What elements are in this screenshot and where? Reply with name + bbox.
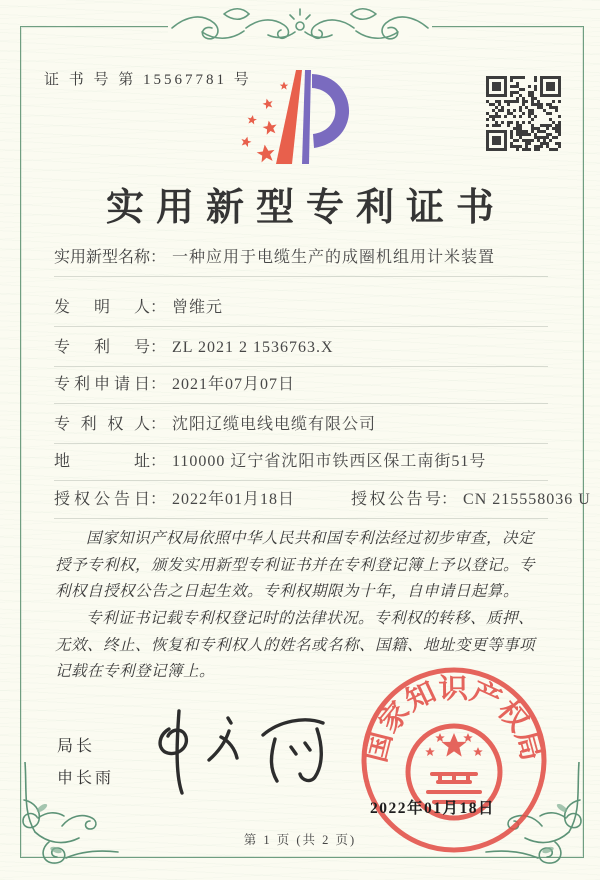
seal-text: 国家知识产权局 — [361, 673, 547, 766]
officer-signature — [125, 703, 345, 803]
field-label: 授权公告日 — [54, 491, 150, 508]
legal-paragraph-1: 国家知识产权局依照中华人民共和国专利法经过初步审查，决定授予专利权，颁发实用新型专利证书并在专利登记簿上予以登记。专利权自授权公告之日起生效。专利权期限为十年，自申请日起算。 — [55, 530, 536, 601]
field-row-filing-date — [54, 371, 548, 404]
officer-title: 局长 — [57, 738, 96, 755]
field-value: 2021年07月07日 — [172, 376, 296, 393]
field-row-address — [54, 448, 548, 481]
top-ornament — [150, 2, 450, 44]
field-label: 地址 — [54, 453, 150, 470]
field-colon: ： — [441, 491, 458, 508]
field-colon: ： — [150, 416, 167, 433]
certificate-number: 证 书 号 第 15567781 号 — [44, 72, 252, 88]
field-colon: ： — [150, 339, 167, 356]
certificate-title: 实用新型专利证书 — [105, 187, 506, 229]
grant-date-pair — [54, 491, 295, 508]
officer-name: 申长雨 — [57, 770, 115, 787]
field-colon: ： — [150, 249, 167, 266]
legal-paragraph-2: 专利证书记载专利权登记时的法律状况。专利权的转移、质押、无效、终止、恢复和专利权人的姓名或名称、国籍、地址变更等事项记载在专利登记簿上。 — [55, 609, 536, 681]
field-colon: ： — [150, 453, 167, 470]
seal-date: 2022年01月18日 — [370, 800, 496, 817]
field-label: 专利权人 — [54, 416, 150, 433]
field-colon: ： — [150, 299, 167, 316]
field-value: CN 215558036 U — [463, 491, 591, 508]
field-row-patent-no — [54, 334, 548, 367]
official-seal — [356, 662, 552, 858]
field-value: ZL 2021 2 1536763.X — [172, 339, 334, 356]
field-row-patentee — [54, 411, 548, 444]
qr-code — [486, 76, 561, 151]
field-label: 授权公告号 — [351, 491, 442, 508]
field-label: 发明人 — [54, 299, 150, 316]
field-colon: ： — [150, 491, 167, 508]
page-number: 第 1 页 (共 2 页) — [243, 833, 357, 847]
field-row-grant — [54, 486, 591, 519]
field-colon: ： — [150, 376, 167, 393]
field-value: 110000 辽宁省沈阳市铁西区保工南街51号 — [172, 453, 487, 470]
field-value: 2022年01月18日 — [172, 491, 296, 508]
field-value: 曾维元 — [172, 299, 224, 316]
field-row-inventor — [54, 294, 548, 327]
field-label: 专利号 — [54, 339, 150, 356]
field-label: 实用新型名称 — [54, 249, 151, 266]
grant-number-pair — [351, 491, 591, 508]
field-value: 沈阳辽缆电线电缆有限公司 — [172, 416, 377, 433]
field-label: 专利申请日 — [54, 376, 150, 393]
field-row-name — [54, 244, 548, 277]
cnipa-logo — [232, 64, 367, 172]
field-value: 一种应用于电缆生产的成圈机组用计米装置 — [172, 249, 496, 266]
